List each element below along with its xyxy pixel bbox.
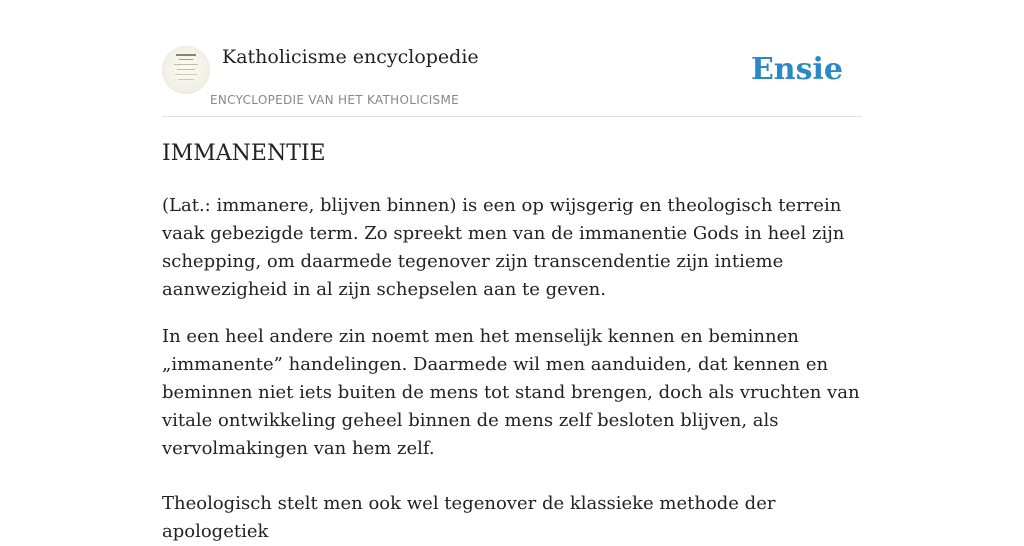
article-title: IMMANENTIE	[162, 141, 326, 166]
article-paragraph: (Lat.: immanere, blijven binnen) is een op wijsgerig en theologisch terrein vaak gebezigde term. Zo spreekt men van de immanentie Gods in heel zijn schepping, om daarmede tegenover zijn transcendentie zijn intieme aanwezigheid in al zijn schepselen aan te geven.	[162, 195, 845, 300]
site-title-link[interactable]: Katholicisme encyclopedie	[222, 46, 479, 68]
brand-logo-link[interactable]: Ensie	[750, 52, 843, 87]
site-header	[162, 40, 862, 117]
article	[162, 136, 862, 546]
site-subtitle: ENCYCLOPEDIE VAN HET KATHOLICISME	[210, 93, 459, 107]
encyclopedia-book-cover-icon[interactable]	[162, 46, 210, 94]
article-paragraph: In een heel andere zin noemt men het menselijk kennen en beminnen „immanente” handelingen. Daarmede wil men aanduiden, dat kennen en beminnen niet iets buiten de mens tot stand brengen, doch als vruchten van vitale ontwikkeling geheel binnen de mens zelf besloten blijven, als vervolmakingen van hem zelf.	[162, 326, 860, 459]
article-paragraph: Theologisch stelt men ook wel tegenover de klassieke methode der apologetiek	[162, 493, 776, 542]
